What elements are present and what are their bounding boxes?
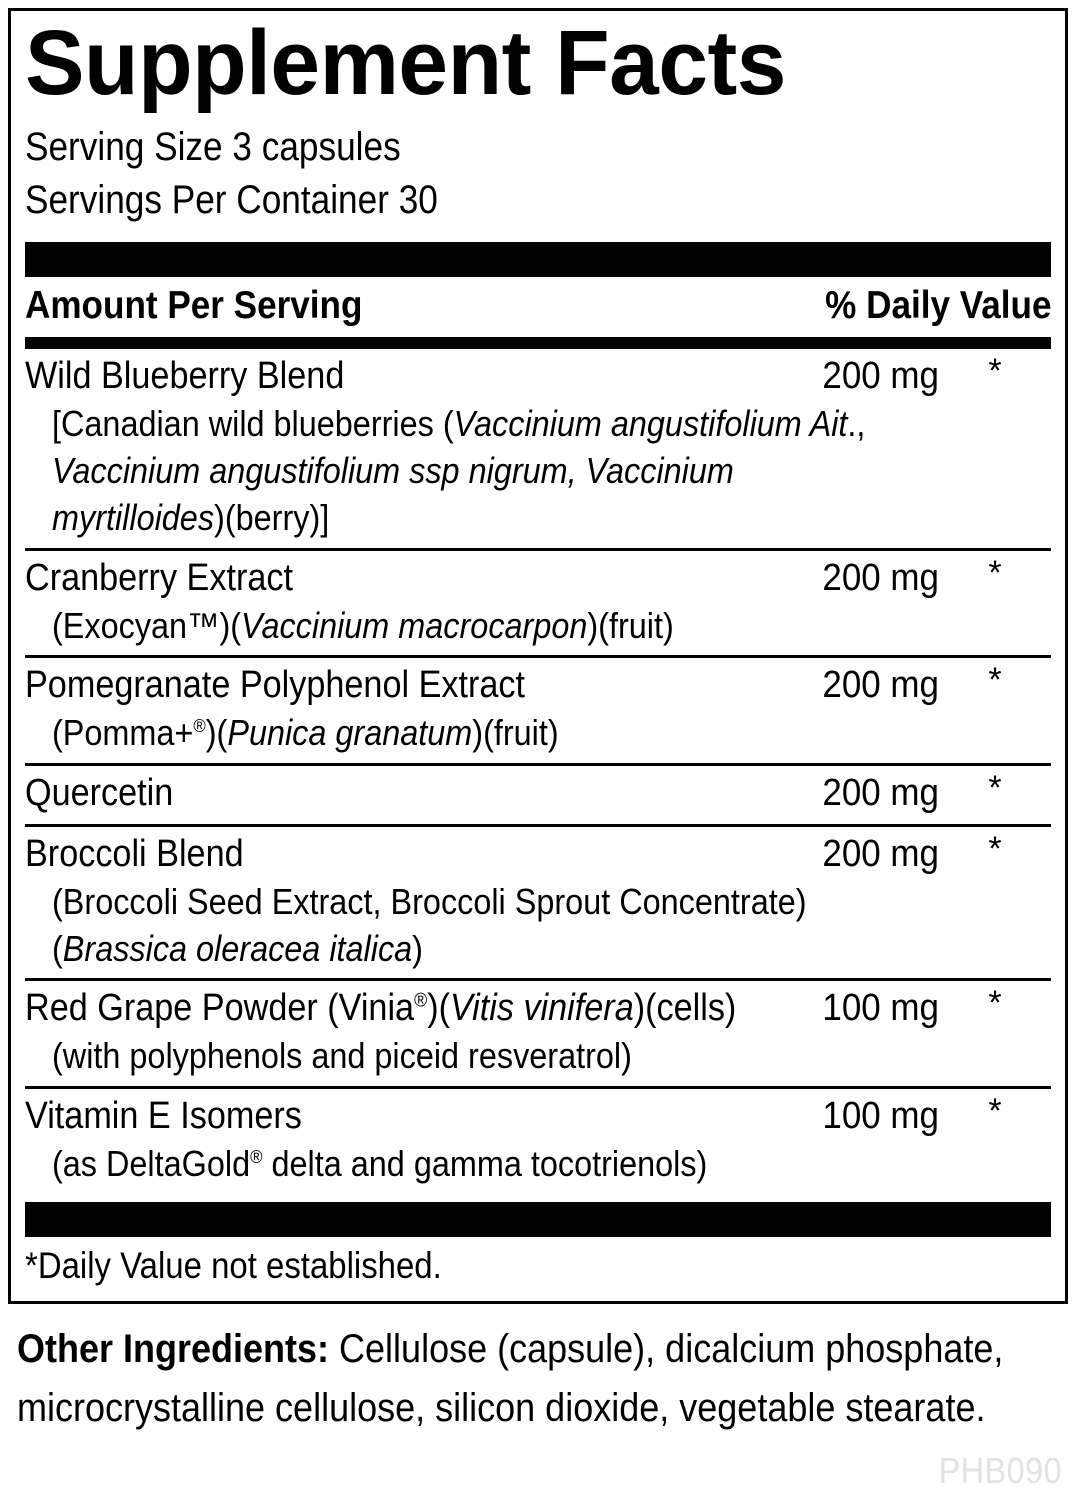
text-run: ( [52,927,63,969]
registered-mark: ® [193,715,206,737]
text-run: )(cells) [633,987,737,1030]
text-run: (Broccoli Seed Extract, Broccoli Sprout Concentrate) [52,880,807,922]
latin-name: Vitis vinifera [449,987,634,1030]
registered-mark: ® [414,989,428,1012]
daily-value-label: % Daily Value [824,284,1051,328]
ingredient-names [25,770,789,818]
ingredient-name: Pomegranate Polyphenol Extract [25,664,525,707]
ingredient-row [25,766,1051,824]
latin-name: Brassica oleracea italica [62,927,413,969]
ingredient-name [25,985,737,1033]
text-run: delta and gamma tocotrienols) [262,1142,708,1184]
ingredient-row [25,551,1051,656]
text-run: (Exocyan™)( [52,604,242,646]
ingredient-name: Wild Blueberry Blend [25,355,345,398]
registered-mark: ® [250,1145,263,1167]
text-run: [Canadian wild blueberries ( [52,403,454,445]
text-run: )( [427,987,450,1030]
text-run: ., [847,403,866,445]
page-title: Supplement Facts [25,12,786,114]
text-run: )(fruit) [472,712,559,754]
ingredient-detail-line [25,495,713,542]
ingredient-row [25,349,1051,547]
ingredient-detail-line [25,879,807,926]
ingredient-daily-value: * [988,829,1002,868]
latin-name: Vaccinium angustifolium Ait [453,403,848,445]
other-ingredients-line-1 [17,1320,1004,1379]
serving-info [25,121,1051,227]
amount-per-serving-label: Amount Per Serving [25,284,363,328]
text-run: )(berry)] [214,496,330,538]
ingredient-daily-value: * [988,769,1002,808]
ingredient-amount: 200 mg [822,664,939,707]
text-run: (Pomma+ [52,712,194,754]
daily-value-footnote: *Daily Value not established. [25,1244,442,1286]
ingredient-names [25,662,789,757]
ingredient-names [25,1093,789,1188]
ingredient-name: Quercetin [25,772,174,815]
ingredient-daily-value: * [988,553,1002,592]
product-code: PHB090 [938,1450,1062,1491]
ingredient-daily-value: * [988,1092,1002,1131]
ingredient-amount: 200 mg [822,556,939,599]
latin-name: Vaccinium macrocarpon [241,604,588,646]
other-ingredients-line-1-rest: Cellulose (capsule), dicalcium phosphate, [329,1326,1004,1371]
other-ingredients [8,1320,1004,1438]
ingredient-names [25,555,789,650]
latin-name: Punica granatum [227,712,473,754]
ingredient-amount: 100 mg [822,1095,939,1138]
latin-name: Vaccinium angustifolium ssp nigrum, Vaccinium [52,450,734,492]
ingredient-detail-line [25,710,713,757]
ingredient-daily-value: * [988,661,1002,700]
ingredient-row [25,1089,1051,1194]
text-run: )( [205,712,228,754]
text-run: (as DeltaGold [52,1142,251,1184]
ingredient-amount: 200 mg [822,772,939,815]
amount-per-serving-header [25,277,1051,337]
ingredient-name: Cranberry Extract [25,556,293,599]
header-divider-medium [25,337,1051,349]
ingredient-daily-value: * [988,984,1002,1023]
latin-name: myrtilloides [52,496,215,538]
other-ingredients-line-2: microcrystalline cellulose, silicon dioxide, vegetable stearate. [17,1386,986,1431]
ingredient-detail-line [25,401,866,448]
ingredient-detail-line [25,1033,713,1080]
header-divider-thick [25,242,1051,277]
supplement-facts-panel [8,8,1068,1304]
ingredient-names [25,985,789,1080]
text-run: Red Grape Powder (Vinia [25,987,415,1030]
ingredient-names [25,831,807,972]
ingredient-detail-line [25,603,713,650]
ingredient-list [25,349,1051,1193]
ingredient-amount: 200 mg [822,832,939,875]
ingredient-row [25,658,1051,763]
text-run: (with polyphenols and piceid resveratrol) [52,1035,632,1077]
servings-per-container: Servings Per Container 30 [25,177,438,222]
ingredient-name: Broccoli Blend [25,832,244,875]
text-run: )(fruit) [587,604,674,646]
ingredient-amount: 100 mg [822,987,939,1030]
ingredient-amount: 200 mg [822,355,939,398]
ingredient-names [25,353,866,541]
ingredient-detail-line [25,1141,713,1188]
other-ingredients-label: Other Ingredients: [17,1326,330,1371]
ingredient-row [25,981,1051,1086]
ingredient-detail-line [25,448,734,495]
ingredient-daily-value: * [988,352,1002,391]
ingredient-detail-line [25,926,713,973]
ingredient-name: Vitamin E Isomers [25,1095,302,1138]
ingredient-row [25,827,1051,978]
serving-size: Serving Size 3 capsules [25,124,401,169]
text-run: ) [412,927,423,969]
footer-divider-thick [25,1202,1051,1237]
